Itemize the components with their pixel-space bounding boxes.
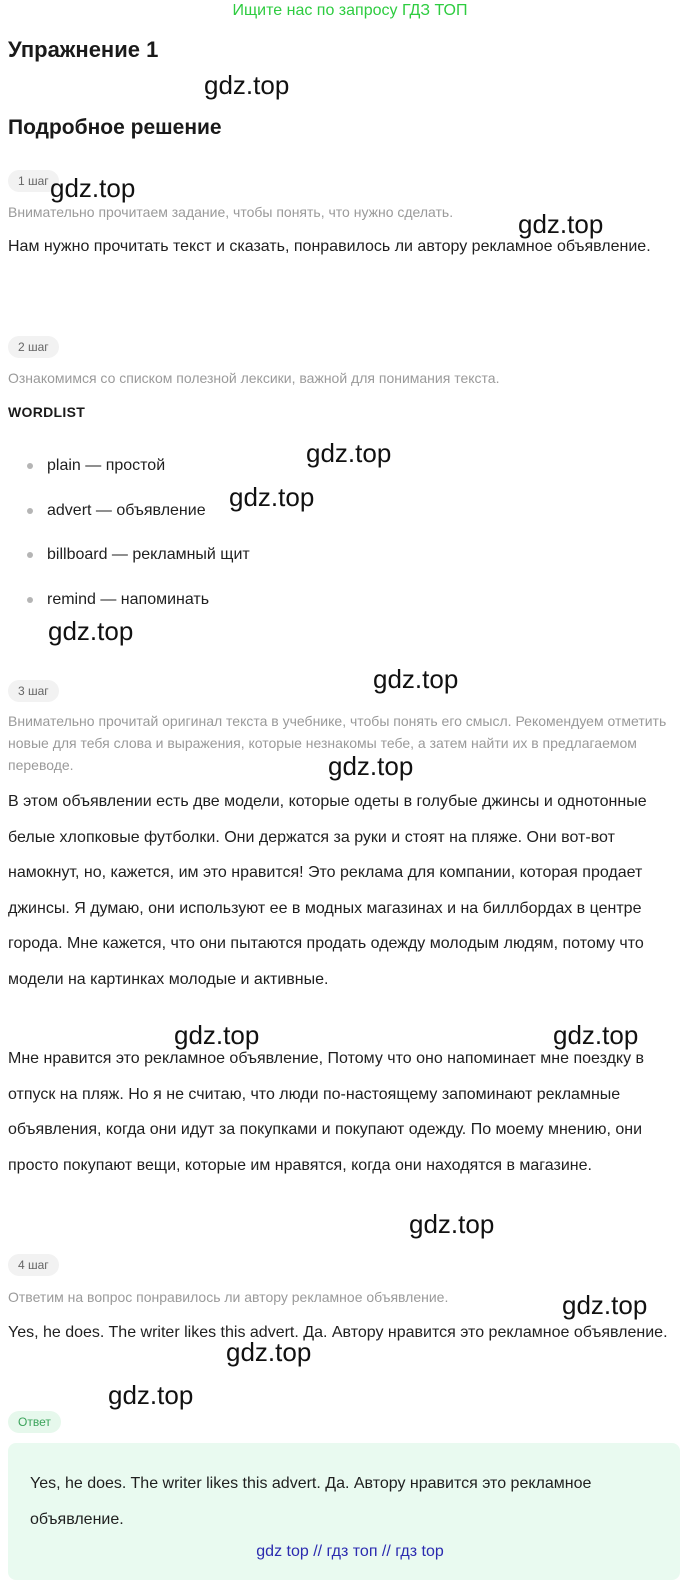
section-title: Подробное решение	[8, 116, 222, 139]
watermark: gdz.top	[553, 1020, 639, 1050]
watermark: gdz.top	[373, 664, 459, 694]
step-badge-label: 2 шаг	[8, 336, 59, 358]
bullet-icon	[27, 552, 33, 558]
wordlist-item-text: billboard — рекламный щит	[47, 546, 250, 563]
step-hint-2: Ознакомимся со списком полезной лексики, важной для понимания текста.	[8, 370, 500, 386]
answer-badge-label: Ответ	[8, 1411, 61, 1433]
wordlist-item	[27, 457, 165, 475]
wordlist-item	[27, 546, 250, 564]
footer-links[interactable]: gdz top // гдз топ // гдз top	[256, 1543, 444, 1560]
step-text-1: Нам нужно прочитать текст и сказать, понравилось ли автору рекламное объявление.	[8, 238, 651, 255]
step-badge-label: 1 шаг	[8, 170, 59, 192]
watermark: gdz.top	[562, 1290, 648, 1320]
step-text-4: Yes, he does. The writer likes this advert. Да. Автору нравится это рекламное объявление.	[8, 1324, 668, 1341]
bullet-icon	[27, 463, 33, 469]
step-hint-4: Ответим на вопрос понравилось ли автору рекламное объявление.	[8, 1289, 449, 1305]
wordlist-item	[27, 591, 209, 609]
watermark: gdz.top	[409, 1209, 495, 1239]
watermark: gdz.top	[229, 482, 315, 512]
step-hint-3: Внимательно прочитай оригинал текста в учебнике, чтобы понять его смысл. Рекомендуем отметить новые для тебя слова и выражения, которые незнакомы тебе, а затем найти их в предлагаемом переводе.	[8, 713, 667, 773]
top-banner: Ищите нас по запросу ГДЗ ТОП	[232, 2, 468, 19]
page-title: Упражнение 1	[8, 37, 159, 62]
step-text-3-paragraph-1: В этом объявлении есть две модели, которые одеты в голубые джинсы и однотонные белые хлопковые футболки. Они держатся за руки и стоят на пляже. Они вот-вот намокнут, но, кажется, им это нравится! Это реклама для компании, которая продает джинсы. Я думаю, они используют ее в модных магазинах и на биллбордах в центре города. Мне кажется, что они пытаются продать одежду молодым людям, потому что модели на картинках молодые и активные.	[8, 793, 647, 988]
wordlist-title: WORDLIST	[8, 404, 86, 420]
step-badge-3	[8, 680, 59, 702]
wordlist-item-text: advert — объявление	[47, 502, 206, 519]
wordlist-item	[27, 502, 206, 520]
watermark: gdz.top	[108, 1380, 194, 1410]
step-hint-1: Внимательно прочитаем задание, чтобы понять, что нужно сделать.	[8, 204, 454, 220]
step-badge-2	[8, 336, 59, 358]
watermark: gdz.top	[226, 1337, 312, 1367]
answer-text: Yes, he does. The writer likes this advert. Да. Автору нравится это рекламное объявление.	[30, 1475, 592, 1528]
watermark: gdz.top	[518, 209, 604, 239]
watermark: gdz.top	[48, 616, 134, 646]
step-badge-label: 4 шаг	[8, 1254, 59, 1276]
bullet-icon	[27, 597, 33, 603]
watermark: gdz.top	[306, 438, 392, 468]
step-badge-4	[8, 1254, 59, 1276]
answer-badge	[8, 1411, 61, 1433]
step-badge-label: 3 шаг	[8, 680, 59, 702]
watermark: gdz.top	[328, 751, 414, 781]
bullet-icon	[27, 508, 33, 514]
watermark: gdz.top	[204, 70, 290, 100]
watermark: gdz.top	[50, 173, 136, 203]
wordlist-item-text: remind — напоминать	[47, 591, 210, 608]
step-text-3-paragraph-2: Мне нравится это рекламное объявление, Потому что оно напоминает мне поездку в отпуск на пляж. Но я не считаю, что люди по-настоящему запоминают рекламные объявления, когда они идут за покупками и покупают одежду. По моему мнению, они просто покупают вещи, которые им нравятся, когда они находятся в магазине.	[8, 1050, 645, 1174]
watermark: gdz.top	[174, 1020, 260, 1050]
wordlist-item-text: plain — простой	[47, 457, 166, 474]
